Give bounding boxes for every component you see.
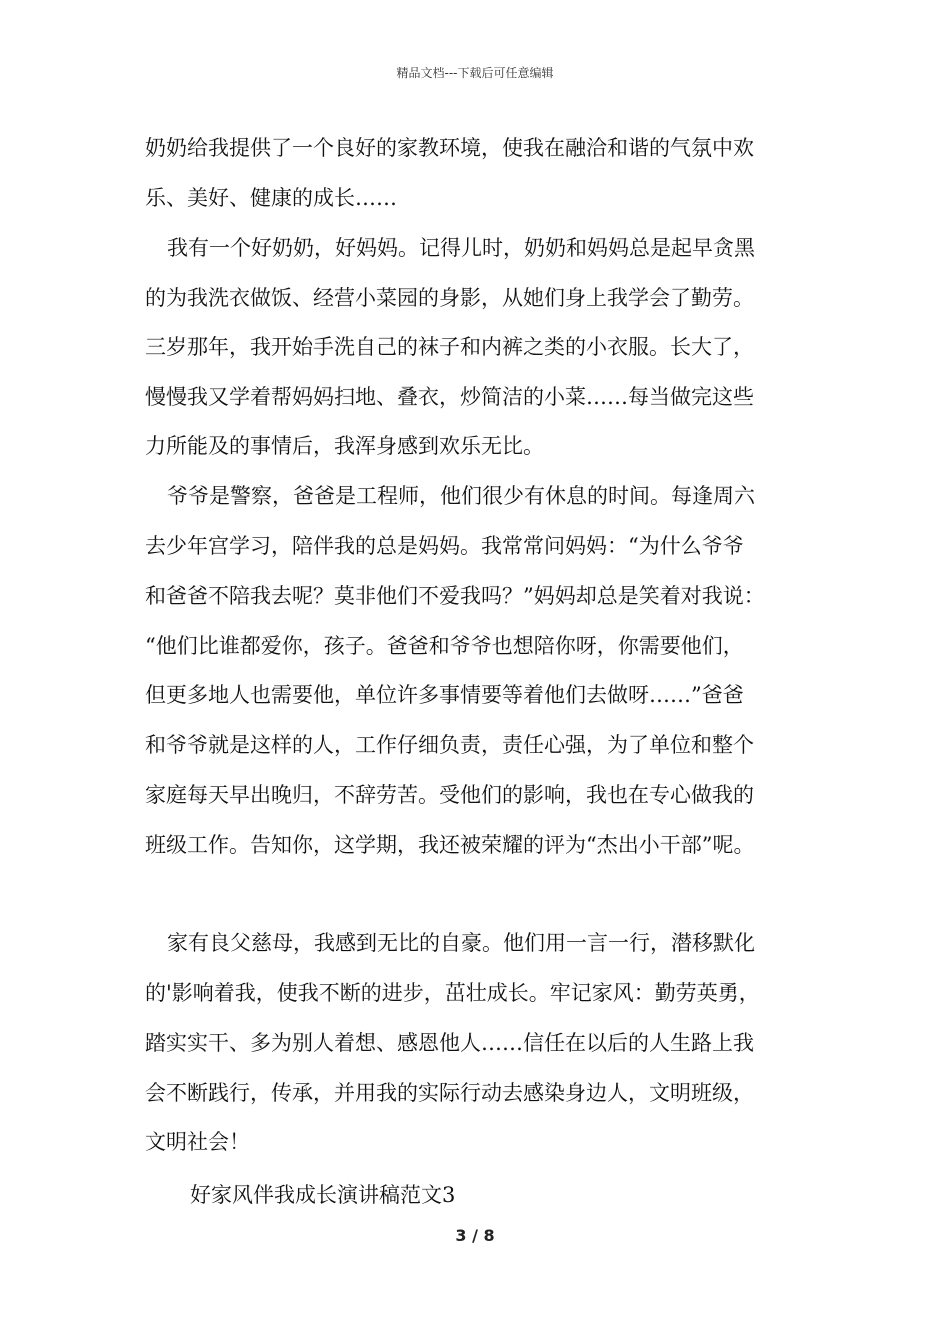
text-line: 踏实实干、多为别人着想、感恩他人……信任在以后的人生路上我 (145, 1031, 754, 1055)
text-line: 文明社会！ (145, 1130, 250, 1154)
text-line: 的为我洗衣做饭、经营小菜园的身影，从她们身上我学会了勤劳。 (145, 286, 754, 310)
page-header: 精品文档---下载后可任意编辑 (396, 66, 554, 80)
text-line: 力所能及的事情后，我浑身感到欢乐无比。 (145, 434, 544, 458)
text-line: 慢慢我又学着帮妈妈扫地、叠衣，炒简洁的小菜……每当做完这些 (145, 385, 754, 409)
text-line: 三岁那年，我开始手洗自己的袜子和内裤之类的小衣服。长大了， (145, 335, 754, 359)
text-line: 班级工作。告知你，这学期，我还被荣耀的评为“杰出小干部”呢。 (145, 833, 755, 857)
text-line: 家庭每天早出晚归，不辞劳苦。受他们的影响，我也在专心做我的 (145, 783, 754, 807)
text-line: 爷爷是警察，爸爸是工程师，他们很少有休息的时间。每逢周六 (167, 484, 755, 508)
text-line: 我有一个好奶奶，好妈妈。记得儿时，奶奶和妈妈总是起早贪黑 (167, 236, 755, 260)
section-heading: 好家风伴我成长演讲稿范文3 (190, 1183, 456, 1207)
text-line: 去少年宫学习，陪伴我的总是妈妈。我常常问妈妈：“为什么爷爷 (145, 534, 744, 558)
text-line: 乐、美好、健康的成长…… (145, 186, 397, 210)
text-line: 但更多地人也需要他，单位许多事情要等着他们去做呀……”爸爸 (145, 683, 744, 707)
text-line: 的'影响着我，使我不断的进步，茁壮成长。牢记家风：勤劳英勇， (145, 981, 760, 1005)
page-number: 3 / 8 (455, 1226, 495, 1245)
text-line: “他们比谁都爱你，孩子。爸爸和爷爷也想陪你呀，你需要他们， (145, 634, 744, 658)
text-line: 会不断践行，传承，并用我的实际行动去感染身边人，文明班级， (145, 1081, 754, 1105)
text-line: 家有良父慈母，我感到无比的自豪。他们用一言一行，潜移默化 (167, 931, 755, 955)
text-line: 奶奶给我提供了一个良好的家教环境，使我在融洽和谐的气氛中欢 (145, 136, 754, 160)
text-line: 和爷爷就是这样的人，工作仔细负责，责任心强，为了单位和整个 (145, 733, 754, 757)
text-line: 和爸爸不陪我去呢？莫非他们不爱我吗？”妈妈却总是笑着对我说： (145, 584, 765, 608)
